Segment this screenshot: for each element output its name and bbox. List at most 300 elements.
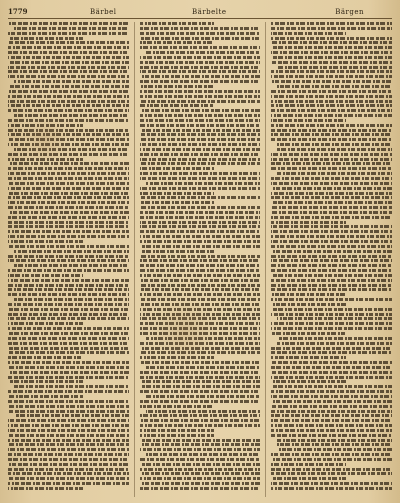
text-line (277, 337, 392, 340)
text-line (140, 56, 261, 59)
text-line (271, 27, 392, 30)
text-line (8, 390, 129, 393)
text-line (140, 158, 261, 161)
text-line (271, 201, 392, 204)
text-line (8, 95, 129, 98)
text-line (277, 85, 392, 88)
text-line (8, 472, 129, 475)
text-line (277, 172, 392, 175)
text-line (8, 206, 129, 209)
text-line (8, 221, 129, 224)
text-line (271, 51, 392, 54)
text-line (140, 424, 261, 427)
text-line (140, 41, 215, 44)
text-line (271, 225, 392, 228)
text-line (8, 245, 129, 248)
text-line (271, 298, 392, 301)
text-line (271, 221, 346, 224)
text-line (140, 482, 261, 485)
text-line (271, 167, 392, 170)
text-line (271, 303, 346, 306)
text-line (140, 100, 261, 103)
text-line (271, 192, 392, 195)
page-number: 1779 (8, 7, 28, 16)
text-line (8, 201, 129, 204)
text-line (140, 429, 215, 432)
text-line (140, 255, 261, 258)
text-line (8, 284, 129, 287)
text-line (140, 390, 261, 393)
text-line (271, 133, 392, 136)
text-line (140, 332, 261, 335)
text-line (8, 177, 129, 180)
text-line (271, 293, 346, 296)
text-line (271, 114, 392, 117)
text-line (271, 351, 392, 354)
text-line (271, 371, 392, 374)
text-line (140, 119, 261, 122)
text-line (8, 172, 129, 175)
text-line (8, 225, 129, 228)
text-line (8, 453, 129, 456)
text-line (8, 419, 129, 422)
text-line (8, 167, 129, 170)
text-line (140, 269, 261, 272)
text-line (8, 313, 129, 316)
text-line (271, 487, 392, 490)
text-line (140, 400, 261, 403)
text-line (140, 177, 261, 180)
text-line (8, 182, 129, 185)
text-line (8, 293, 129, 296)
text-line (277, 342, 392, 345)
text-line (8, 70, 129, 73)
text-line (271, 138, 392, 141)
text-line (271, 313, 392, 316)
text-line (140, 240, 261, 243)
text-line (271, 196, 392, 199)
text-line (271, 410, 392, 413)
text-line (271, 41, 392, 44)
text-line (271, 366, 392, 369)
text-line (8, 259, 129, 262)
text-line (140, 133, 261, 136)
text-line (140, 298, 261, 301)
text-line (14, 80, 129, 83)
text-line (146, 453, 261, 456)
text-line (271, 288, 392, 291)
text-line (140, 80, 261, 83)
text-line (271, 327, 392, 330)
text-line (8, 327, 129, 330)
text-line (140, 308, 261, 311)
text-line (140, 259, 261, 262)
text-line (140, 85, 215, 88)
text-line (8, 410, 129, 413)
text-line (140, 419, 261, 422)
text-line (140, 434, 215, 437)
text-line (8, 240, 83, 243)
text-line (8, 424, 129, 427)
text-line (271, 245, 392, 248)
text-line (140, 371, 261, 374)
text-line (140, 216, 261, 219)
text-line (14, 27, 129, 30)
text-line (140, 279, 261, 282)
text-line (140, 293, 261, 296)
text-line (8, 75, 129, 78)
text-line (271, 32, 346, 35)
text-line (271, 424, 392, 427)
text-line (140, 211, 261, 214)
text-line (140, 221, 261, 224)
middle-column-heading: Bärbelte (192, 8, 227, 16)
text-line (8, 356, 83, 359)
text-line (277, 317, 392, 320)
text-line (8, 22, 129, 25)
text-line (140, 230, 261, 233)
text-line (271, 129, 392, 132)
text-line (8, 322, 83, 325)
text-line (8, 162, 129, 165)
text-line (8, 143, 129, 146)
text-line (140, 303, 261, 306)
text-line (140, 284, 261, 287)
text-line (140, 347, 261, 350)
text-line (8, 138, 129, 141)
text-line (8, 230, 129, 233)
text-line (271, 458, 392, 461)
text-line (271, 264, 392, 267)
text-line (271, 153, 392, 156)
text-line (271, 70, 392, 73)
text-line (8, 269, 129, 272)
text-line (140, 448, 261, 451)
text-line (271, 216, 392, 219)
text-line (277, 143, 392, 146)
text-line (140, 46, 261, 49)
text-line (140, 288, 261, 291)
text-line (8, 317, 129, 320)
text-line (8, 211, 129, 214)
text-line (271, 279, 392, 282)
text-line (271, 250, 392, 253)
text-line (271, 390, 392, 393)
text-line (140, 414, 261, 417)
text-line (8, 351, 129, 354)
text-line (271, 468, 392, 471)
text-line (146, 366, 261, 369)
text-line (8, 308, 129, 311)
text-line (271, 259, 392, 262)
text-line (277, 439, 392, 442)
text-line (14, 264, 129, 267)
text-line (8, 458, 129, 461)
text-line (271, 240, 392, 243)
text-line (140, 317, 261, 320)
text-line (8, 235, 129, 238)
text-line (8, 482, 129, 485)
text-line (8, 187, 129, 190)
text-line (8, 109, 129, 112)
column-divider (265, 22, 266, 497)
text-line (140, 70, 261, 73)
text-line (8, 487, 83, 490)
text-line (140, 129, 261, 132)
text-line (140, 342, 261, 345)
text-line (140, 274, 261, 277)
text-line (146, 410, 261, 413)
text-line (140, 472, 261, 475)
text-line (271, 235, 392, 238)
text-line (140, 148, 261, 151)
text-line (271, 380, 346, 383)
text-line (140, 322, 261, 325)
text-line (277, 148, 392, 151)
text-line (8, 124, 83, 127)
text-line (8, 361, 129, 364)
text-line (277, 448, 392, 451)
right-column-heading: Bärgen (335, 8, 364, 16)
text-line (271, 347, 392, 350)
text-line (8, 133, 129, 136)
text-line (140, 114, 261, 117)
text-line (8, 477, 129, 480)
text-line (14, 414, 129, 417)
text-line (140, 187, 261, 190)
text-line (140, 206, 261, 209)
text-line (271, 37, 392, 40)
text-line (271, 322, 392, 325)
text-line (140, 192, 215, 195)
text-line (146, 51, 261, 54)
text-line (8, 332, 129, 335)
text-line (140, 32, 261, 35)
text-line (8, 90, 129, 93)
text-line (140, 443, 261, 446)
text-line (14, 385, 129, 388)
text-line (8, 395, 83, 398)
text-line (8, 288, 129, 291)
text-line (140, 90, 261, 93)
text-line (8, 32, 129, 35)
text-line (140, 22, 215, 25)
text-line (271, 124, 392, 127)
text-line (8, 41, 129, 44)
text-line (8, 100, 129, 103)
text-line (140, 477, 261, 480)
text-line (271, 419, 392, 422)
text-line (8, 439, 129, 442)
text-line (140, 95, 261, 98)
text-line (271, 56, 392, 59)
text-line (140, 225, 261, 228)
text-line (271, 332, 346, 335)
text-line (140, 356, 215, 359)
text-line (271, 162, 392, 165)
text-line (8, 129, 129, 132)
text-line (271, 472, 392, 475)
text-line (271, 22, 392, 25)
text-line (271, 61, 392, 64)
text-line (271, 429, 392, 432)
text-line (8, 337, 129, 340)
text-line (271, 230, 392, 233)
text-line (140, 61, 261, 64)
text-line (140, 172, 261, 175)
text-line (8, 400, 129, 403)
text-line (140, 235, 261, 238)
text-line (14, 298, 129, 301)
text-line (140, 361, 261, 364)
text-line (271, 206, 392, 209)
text-line (140, 439, 261, 442)
text-line (14, 114, 129, 117)
text-line (8, 196, 129, 199)
text-line (140, 27, 261, 30)
text-line (140, 66, 261, 69)
text-line (140, 468, 261, 471)
text-line (8, 66, 129, 69)
text-line (8, 463, 129, 466)
text-column-middle (140, 22, 261, 497)
text-line (271, 385, 392, 388)
text-line (140, 385, 261, 388)
text-line (140, 250, 215, 253)
text-line (8, 376, 129, 379)
text-line (8, 61, 129, 64)
text-line (8, 468, 129, 471)
text-line (8, 405, 129, 408)
text-line (146, 182, 261, 185)
text-line (8, 158, 83, 161)
text-line (140, 376, 261, 379)
text-line (140, 196, 261, 199)
left-column-heading: Bärbel (90, 8, 117, 16)
column-divider (134, 22, 135, 497)
text-line (140, 264, 261, 267)
text-line (140, 167, 215, 170)
text-line (271, 269, 392, 272)
text-columns (8, 22, 392, 497)
text-line (271, 80, 392, 83)
text-line (8, 303, 129, 306)
text-line (271, 95, 392, 98)
text-line (271, 434, 392, 437)
text-line (140, 327, 261, 330)
text-line (8, 104, 129, 107)
text-line (8, 380, 83, 383)
text-line (8, 46, 129, 49)
text-line (140, 313, 261, 316)
text-line (271, 104, 392, 107)
text-line (271, 361, 392, 364)
text-line (146, 395, 261, 398)
text-line (271, 182, 392, 185)
text-line (140, 109, 261, 112)
text-line (271, 356, 346, 359)
text-line (8, 119, 129, 122)
text-line (271, 284, 392, 287)
text-line (8, 56, 129, 59)
text-line (271, 405, 392, 408)
text-line (140, 104, 215, 107)
text-line (271, 211, 392, 214)
text-line (140, 37, 261, 40)
text-line (277, 66, 392, 69)
text-line (14, 250, 129, 253)
text-line (140, 153, 261, 156)
text-line (140, 245, 261, 248)
text-line (8, 274, 83, 277)
text-line (271, 482, 392, 485)
text-line (140, 138, 261, 141)
text-line (271, 75, 392, 78)
text-line (140, 380, 261, 383)
text-line (271, 463, 346, 466)
text-line (271, 414, 392, 417)
text-line (271, 255, 392, 258)
text-line (271, 477, 346, 480)
text-line (8, 347, 129, 350)
text-line (8, 37, 83, 40)
text-line (8, 255, 129, 258)
text-line (8, 153, 129, 156)
text-line (8, 85, 129, 88)
text-line (14, 148, 129, 151)
text-line (140, 351, 261, 354)
text-line (271, 177, 392, 180)
text-line (8, 448, 129, 451)
text-line (8, 366, 129, 369)
text-line (8, 279, 129, 282)
text-line (8, 51, 129, 54)
text-column-left (8, 22, 129, 497)
text-line (271, 158, 392, 161)
text-column-right (271, 22, 392, 497)
text-line (8, 192, 129, 195)
text-line (8, 429, 129, 432)
text-line (271, 90, 392, 93)
text-line (140, 75, 261, 78)
text-line (8, 216, 129, 219)
text-line (146, 337, 261, 340)
text-line (271, 100, 392, 103)
running-header (8, 6, 392, 19)
text-line (8, 443, 129, 446)
text-line (140, 405, 215, 408)
text-line (140, 201, 215, 204)
text-line (140, 143, 261, 146)
text-line (271, 109, 392, 112)
text-line (271, 187, 392, 190)
text-line (271, 400, 392, 403)
text-line (277, 443, 392, 446)
text-line (271, 395, 392, 398)
text-line (271, 376, 392, 379)
text-line (271, 453, 392, 456)
text-line (140, 458, 261, 461)
text-line (140, 487, 261, 490)
text-line (271, 308, 392, 311)
text-line (271, 274, 392, 277)
text-line (8, 434, 129, 437)
text-line (271, 119, 346, 122)
text-line (8, 371, 129, 374)
text-line (271, 46, 392, 49)
text-line (140, 162, 261, 165)
text-line (140, 124, 261, 127)
